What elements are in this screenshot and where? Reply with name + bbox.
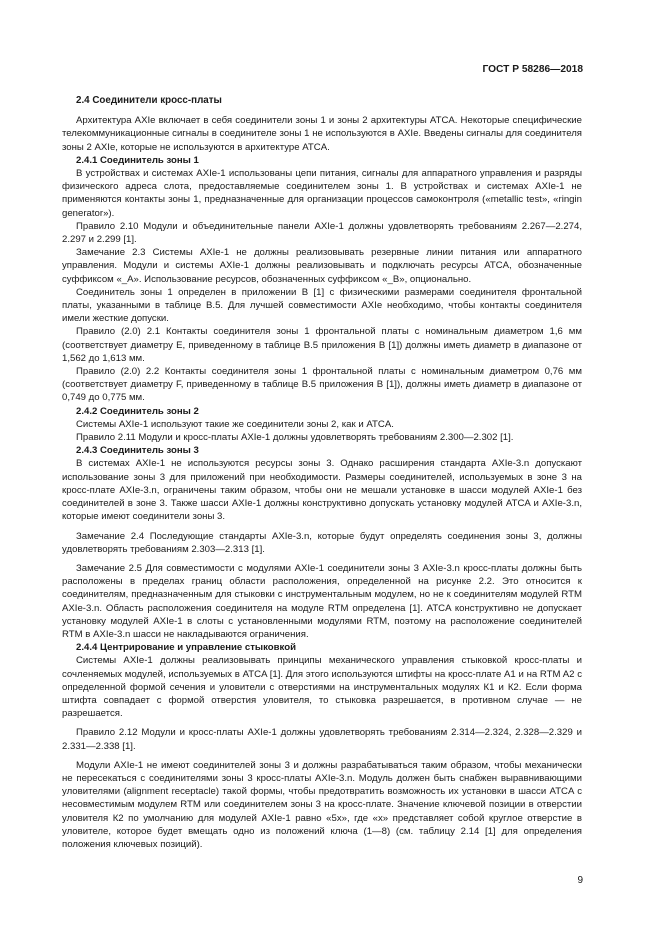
note-paragraph: Замечание 2.4 Последующие стандарты AXIe-3.n, которые будут определять соединения зоны 3, должны удовлетворять требованиям 2.303—2.313 [1]. [62, 530, 582, 555]
subsection-title: 2.4.4 Центрирование и управление стыковкой [76, 642, 296, 654]
paragraph: Системы AXIe-1 должны реализовывать принципы механического управления стыковкой кросс-платы и сочленяемых модулей, используемых в ATCA [1]. Для этого используются штифты на кросс-плате А1 и на RTM A2 с определенной формой сечения и уловители с отверстиями на инструментальных модулях К1 и К2. Если форма штифта совпадает с формой отверстия уловителя, то стыковка разрешается, в противном случае — не разрешается. [62, 655, 582, 720]
document-id: ГОСТ Р 58286—2018 [482, 64, 583, 75]
subsection-title: 2.4.3 Соединитель зоны 3 [76, 445, 199, 457]
subsection-title: 2.4.2 Соединитель зоны 2 [76, 405, 199, 417]
paragraph: Системы AXIe-1 используют такие же соединители зоны 2, как и ATCA. [76, 418, 394, 430]
rule-paragraph: Правило 2.11 Модули и кросс-платы AXIe-1 должны удовлетворять требованиям 2.300—2.302 [1]. [76, 432, 514, 444]
note-paragraph: Замечание 2.3 Системы AXIe-1 не должны реализовывать резервные линии питания или аппаратного управления. Модули и системы AXIe-1 должны реализовывать и подключать ресурсы ATCA, обозначенные суффиксом «_A». Использование ресурсов, обозначенных суффиксом «_B», опционально. [62, 247, 582, 285]
paragraph: Модули AXIe-1 не имеют соединителей зоны 3 и должны разрабатываться таким образом, чтобы механически не пересекаться с соединителями зоны 3 кросс-платы AXIe-3.n. Модуль должен быть снабжен выравнивающими уловителями (alignment receptacle) такой формы, чтобы предотвратить возможность их установки в шасси ATCA с несовместимым модулем RTM или соединителем зоны 3 на кросс-плате. Значение ключевой позиции в отверстии уловителя К2 по умолчанию для модулей AXIe-1 равно «5х», где «х» представляет собой круглое отверстие в уловителе, которое будет вмещать одно из положений ключа (1—8) (см. таблицу 2.14 [1] для определения положения ключевых позиций). [62, 759, 582, 850]
section-title: 2.4 Соединители кросс-платы [76, 95, 222, 106]
page-content [62, 94, 582, 851]
subsection-title: 2.4.1 Соединитель зоны 1 [76, 154, 199, 166]
paragraph: Соединитель зоны 1 определен в приложении В [1] с физическими размерами соединителя фронтальной платы, указанными в таблице В.5. Для лучшей совместимости AXIe необходимо, чтобы контакты соединителя имели жесткие допуски. [62, 286, 582, 325]
rule-paragraph: Правило (2.0) 2.1 Контакты соединителя зоны 1 фронтальной платы с номинальным диаметром 1,6 мм (соответствует диаметру Е, приведенному в таблице В.5 приложения В [1]) должны иметь диаметр в диапазоне от 1,562 до 1,613 мм. [62, 326, 582, 364]
paragraph: В системах AXIe-1 не используются ресурсы зоны 3. Однако расширения стандарта AXIe-3.n допускают использование зоны 3 для приложений при необходимости. Размеры соединителей, используемых в зоне 3 на кросс-плате AXIe-3.n, ограничены таким образом, чтобы они не мешали установке в шасси модулей AXIe-1 без соединителей в зоне 3. Также шасси AXIe-1 должны конструктивно допускать установку модулей ATCA и AXIe-3.n, которые имеют соединители зоны 3. [62, 458, 582, 523]
note-paragraph: Замечание 2.5 Для совместимости с модулями AXIe-1 соединители зоны 3 AXIe-3.n кросс-платы должны быть расположены в пределах границ области расположения, определенной на рисунке 2.2. Это относится к соединителям, предназначенным для стыковки с инструментальным модулем, но не к соединителям модулей RTM AXIe-3.n. Область расположения соединителя на модуле RTM определена [1]. ATCA конструктивно не допускает установку модулей AXIe-1 в слоты с установленными модулями RTM, поэтому на расположение соединителей RTM в AXIe-3.n шасси не накладываются ограничения. [62, 562, 582, 640]
rule-paragraph: Правило 2.12 Модули и кросс-платы AXIe-1 должны удовлетворять требованиям 2.314—2.324, 2.328—2.329 и 2.331—2.338 [1]. [62, 727, 582, 752]
paragraph: В устройствах и системах AXIe-1 использованы цепи питания, сигналы для аппаратного управления и разряды физического адреса слота, предоставляемые соединителем зоны 1. В устройствах и системах AXIe-1 не применяются контакты зоны 1, предназначенные для организации процессов самоконтроля («metallic test», «ringin generator»). [62, 168, 582, 219]
rule-paragraph: Правило (2.0) 2.2 Контакты соединителя зоны 1 фронтальной платы с номинальным диаметром 0,76 мм (соответствует диаметру F, приведенному в таблице В.5 приложения В [1]), должны иметь диаметр в диапазоне от 0,749 до 0,775 мм. [62, 366, 582, 404]
rule-paragraph: Правило 2.10 Модули и объединительные панели AXIe-1 должны удовлетворять требованиям 2.267—2.274, 2.297 и 2.299 [1]. [62, 220, 582, 246]
paragraph: Архитектура AXIe включает в себя соединители зоны 1 и зоны 2 архитектуры ATCA. Некоторые специфические телекоммуникационные сигналы в соединителе зоны 1 не используются в AXIe. Введены сигналы для соединителя зоны 2 AXIe, которые не используются в архитектуре ATCA. [62, 115, 582, 153]
page-number: 9 [577, 875, 583, 886]
